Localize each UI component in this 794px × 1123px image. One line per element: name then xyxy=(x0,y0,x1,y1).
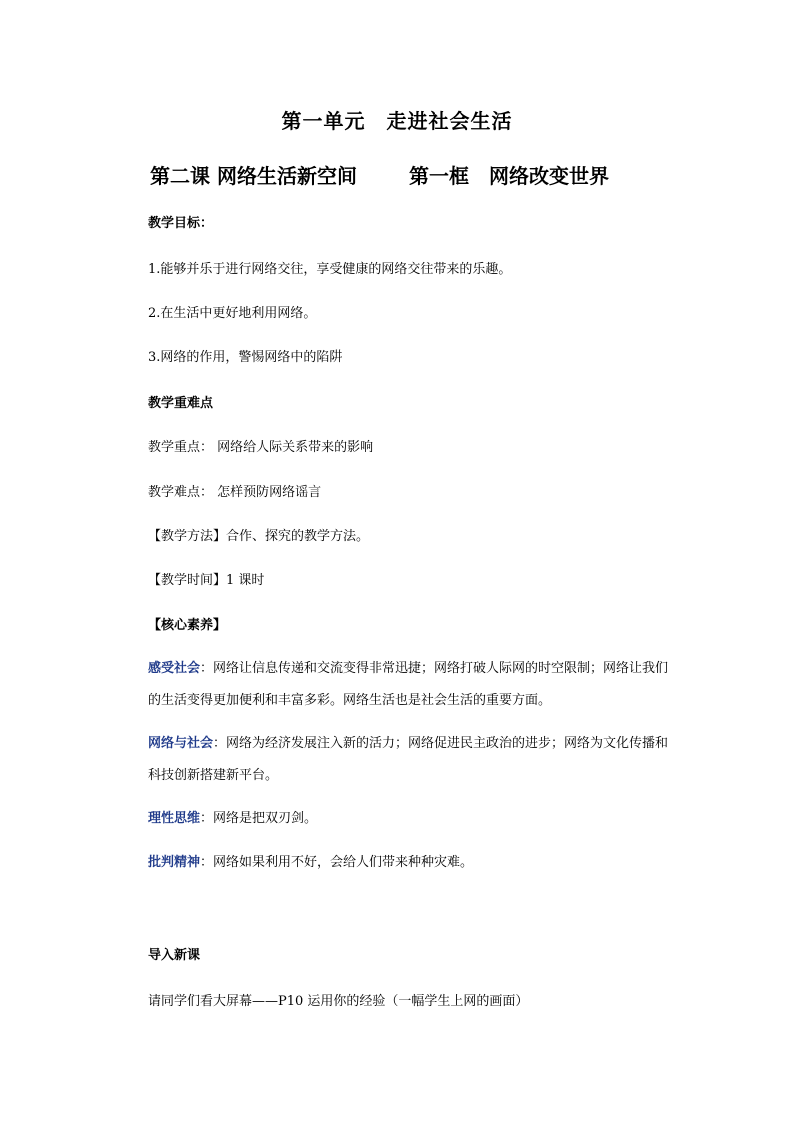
core-item-text: ：网络如果利用不好，会给人们带来种种灾难。 xyxy=(200,855,474,870)
objective-item: 3.网络的作用，警惕网络中的陷阱 xyxy=(148,350,343,365)
teaching-time: 【教学时间】1 课时 xyxy=(148,573,265,588)
lesson-title-course: 第二课 网络生活新空间 xyxy=(150,164,357,188)
lesson-title-section: 第一框 网络改变世界 xyxy=(408,164,609,188)
core-item xyxy=(148,653,678,717)
core-item-text: ：网络为经济发展注入新的活力；网络促进民主政治的进步；网络为文化传播和科技创新搭建新平台。 xyxy=(148,736,669,783)
core-item xyxy=(148,803,678,835)
core-item xyxy=(148,728,678,792)
objective-item: 2.在生活中更好地利用网络。 xyxy=(148,306,317,321)
core-item xyxy=(148,847,678,879)
difficult-point: 教学难点： 怎样预防网络谣言 xyxy=(148,485,322,500)
key-point: 教学重点： 网络给人际关系带来的影响 xyxy=(148,440,374,455)
core-literacy-heading: 【核心素养】 xyxy=(148,618,227,633)
teaching-method: 【教学方法】合作、探究的教学方法。 xyxy=(148,529,370,544)
core-item-lead: 理性思维 xyxy=(148,811,201,826)
core-item-lead: 网络与社会 xyxy=(148,736,214,751)
core-item-text: ：网络是把双刃剑。 xyxy=(200,811,318,826)
core-item-lead: 批判精神 xyxy=(148,855,201,870)
key-points-heading: 教学重难点 xyxy=(148,396,214,411)
lesson-title xyxy=(150,160,609,189)
objectives-heading: 教学目标： xyxy=(148,216,214,231)
core-item-lead: 感受社会 xyxy=(148,661,201,676)
objective-item: 1.能够并乐于进行网络交往，享受健康的网络交往带来的乐趣。 xyxy=(148,262,512,277)
unit-title: 第一单元 走进社会生活 xyxy=(281,109,513,133)
core-item-text: ：网络让信息传递和交流变得非常迅捷；网络打破人际网的时空限制；网络让我们的生活变得更加便利和丰富多彩。网络生活也是社会生活的重要方面。 xyxy=(148,661,669,708)
intro-heading: 导入新课 xyxy=(148,948,201,963)
intro-text: 请同学们看大屏幕——P10 运用你的经验（一幅学生上网的画面） xyxy=(148,994,529,1009)
